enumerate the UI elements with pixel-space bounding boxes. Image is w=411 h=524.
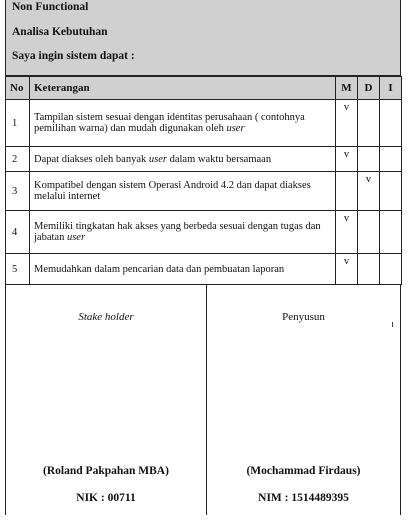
stakeholder-role: Stake holder [78,311,134,323]
row-d [358,211,380,254]
analysis-intro: Saya ingin sistem dapat : [12,50,135,62]
row-no: 1 [6,100,30,147]
row-m [336,172,358,211]
author-id: NIM : 1514489395 [258,492,349,504]
col-d: D [358,77,380,100]
cursor-tick [392,322,393,327]
row-d [358,254,380,285]
col-desc: Keterangan [30,77,336,100]
stakeholder-name: (Roland Pakpahan MBA) [43,465,169,477]
row-no: 3 [6,172,30,211]
table-row [6,100,402,147]
author-signature-box [206,285,401,515]
signature-section [5,285,401,515]
requirements-table [5,76,402,285]
table-row [6,211,402,254]
stakeholder-id: NIK : 00711 [76,492,136,504]
row-m: v [336,147,358,172]
row-m: v [336,100,358,147]
row-d [358,100,380,147]
table-row [6,254,402,285]
section-title: Non Functional [12,1,89,13]
row-no: 2 [6,147,30,172]
table-row [6,147,402,172]
author-role: Penyusun [282,311,325,323]
row-i [380,254,402,285]
row-m: v [336,211,358,254]
row-i [380,147,402,172]
table-row [6,172,402,211]
row-d [358,147,380,172]
row-no: 4 [6,211,30,254]
section-title-bar [5,0,401,22]
table-header-row [6,77,402,100]
row-d: v [358,172,380,211]
row-i [380,211,402,254]
row-desc: Kompatibel dengan sistem Operasi Android 4.2 dan dapat diakses melalui internet [30,172,336,211]
author-name: (Mochammad Firdaus) [246,465,361,477]
analysis-title: Analisa Kebutuhan [12,26,108,38]
stakeholder-signature-box [5,285,206,515]
row-i [380,100,402,147]
analysis-header [5,22,401,76]
col-m: M [336,77,358,100]
col-i: I [380,77,402,100]
row-desc: Tampilan sistem sesuai dengan identitas perusahaan ( contohnya pemilihan warna) dan mudah digunakan oleh user [30,100,336,147]
row-i [380,172,402,211]
col-no: No [6,77,30,100]
row-desc: Memiliki tingkatan hak akses yang berbeda sesuai dengan tugas dan jabatan user [30,211,336,254]
row-desc: Dapat diakses oleh banyak user dalam waktu bersamaan [30,147,336,172]
row-no: 5 [6,254,30,285]
row-m: v [336,254,358,285]
row-desc: Memudahkan dalam pencarian data dan pembuatan laporan [30,254,336,285]
